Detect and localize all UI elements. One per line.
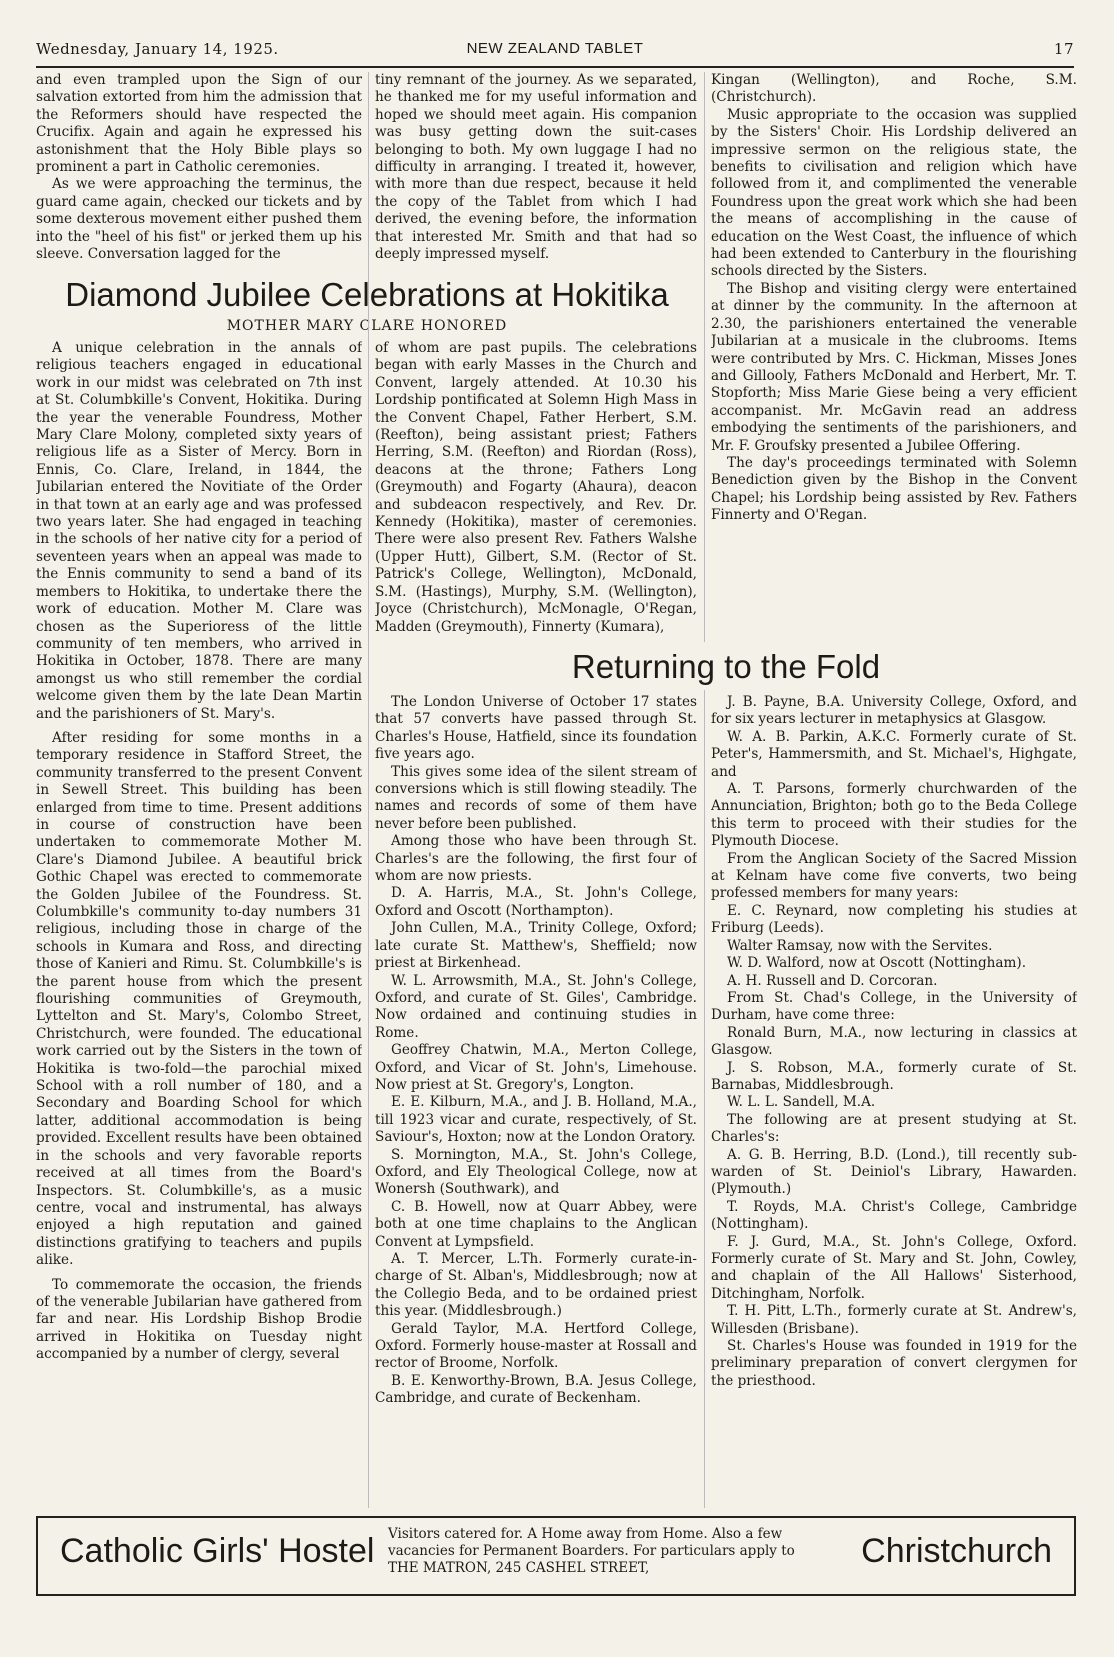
fold-paragraph: D. A. Harris, M.A., St. John's College, Oxford and Oscott (Northampton). [375,885,697,919]
column-divider [704,690,705,1508]
fold-paragraph: Gerald Taylor, M.A. Hertford College, Oxford. Formerly house-master at Rossall and rector of Broome, Norfolk. [375,1320,697,1372]
fold-paragraph: Geoffrey Chatwin, M.A., Merton College, Oxford, and Vicar of St. John's, Limehouse. Now priest at St. Gregory's, Longton. [375,1042,697,1093]
publication-title: NEW ZEALAND TABLET [466,40,644,57]
fold-paragraph: S. Mornington, M.A., St. John's College, Oxford, and Ely Theological College, now at Wonersh (Southwark), and [375,1146,697,1198]
fold-paragraph: E. C. Reynard, now completing his studies at Friburg (Leeds). [711,902,1077,937]
jubilee-paragraph: A unique celebration in the annals of religious teachers engaged in educational work in our midst was celebrated on 7th inst at St. Columbkille's Convent, Hokitika. During the year the venerable Foundress, Mother Mary Clare Molony, completed sixty years of religious life as a Sister of Mercy. Born in Ennis, Co. Clare, Ireland, in 1844, the Jubilarian entered the Novitiate of the Order in that town at an early age and was professed two years later. She had engaged in teaching in the schools of her native city for a period of seventeen years when an appeal was made to the Ennis community to send a band of its members to Hokitika, to undertake there the work of education. Mother M. Clare was chosen as the Superioress of the little community of ten members, who arrived in Hokitika in October, 1878. There are many amongst us who still remember the cordial welcome given them by the late Dean Martin and the parishioners of St. Mary's. [36,340,362,722]
fold-paragraph: W. L. Arrowsmith, M.A., St. John's College, Oxford, and curate of St. Giles', Cambridge. Now ordained and continuing studies in Rome. [375,972,697,1041]
fold-paragraph: From the Anglican Society of the Sacred Mission at Kelnam have come five converts, two being professed members for many years: [711,850,1077,902]
jubilee-paragraph: After residing for some months in a temporary residence in Stafford Street, the community transferred to the present Convent in Sewell Street. This building has been enlarged from time to time. Present additions in course of construction have been undertaken to commemorate Mother M. Clare's Diamond Jubilee. A beautiful brick Gothic Chapel was erected to commemorate the Golden Jubilee of the Foundress. St. Columbkille's community to-day numbers 31 religious, including those in charge of the schools in Kumara and Ross, and directing those of Kanieri and Rimu. St. Columbkille's is the parent house from which the present flourishing communities of Greymouth, Lyttelton and St. Mary's, Colombo Street, Christchurch, were founded. The educational work carried out by the Sisters in the town of Hokitika is two-fold—the parochial mixed School with a roll number of 180, and a Secondary and Boarding School for which latter, additional accommodation is being provided. Excellent results have been obtained in the schools and very favorable reports received at all times from the Board's Inspectors. St. Columbkille's, as a music centre, vocal and instrumental, has always enjoyed a high reputation and gained distinctions gratifying to teachers and pupils alike. [36,729,362,1269]
jubilee-paragraph: Kingan (Wellington), and Roche, S.M. (Christchurch). [711,72,1077,106]
fold-paragraph: J. S. Robson, M.A., formerly curate of St. Barnabas, Middlesbrough. [711,1059,1077,1093]
fold-paragraph: A. H. Russell and D. Corcoran. [727,972,938,989]
column-divider [368,72,369,1508]
issue-date: Wednesday, January 14, 1925. [36,40,279,58]
header-rule [36,66,1074,68]
fold-paragraph: W. A. B. Parkin, A.K.C. Formerly curate of St. Peter's, Hammersmith, and St. Michael's, Highgate, and [711,728,1077,780]
fold-paragraph: A. G. B. Herring, B.D. (Lond.), till recently sub-warden of St. Deiniol's Library, Hawarden. (Plymouth.) [711,1146,1077,1198]
running-header [36,36,1074,66]
hostel-advertisement [36,1516,1076,1596]
fold-paragraph: St. Charles's House was founded in 1919 for the preliminary preparation of convert clergymen for the priesthood. [711,1338,1077,1389]
jubilee-paragraph: of whom are past pupils. The celebrations began with early Masses in the Church and Convent, largely attended. At 10.30 his Lordship pontificated at Solemn High Mass in the Convent Chapel, Father Herbert, S.M. (Reefton), being assistant priest; Fathers Herring, S.M. (Reefton) and Riordan (Ross), deacons at the throne; Fathers Long (Greymouth) and Fogarty (Ahaura), deacon and subdeacon respectively, and Rev. Dr. Kennedy (Hokitika), master of ceremonies. There were also present Rev. Fathers Walshe (Upper Hutt), Gilbert, S.M. (Rector of St. Patrick's College, Wellington), McDonald, S.M. (Hastings), Murphy, S.M. (Wellington), Joyce (Christchurch), McMonagle, O'Regan, Madden (Greymouth), Finnerty (Kumara), [375,340,697,635]
continuation-col-2 [375,72,697,272]
fold-paragraph: Ronald Burn, M.A., now lecturing in classics at Glasgow. [711,1024,1077,1059]
fold-paragraph: A. T. Mercer, L.Th. Formerly curate-in-charge of St. Alban's, Middlesbrough; now at the Collegio Beda, and to be ordained priest this year. (Middlesbrough.) [375,1251,697,1320]
jubilee-paragraph: The Bishop and visiting clergy were entertained at dinner by the community. In the afternoon at 2.30, the parishioners entertained the venerable Jubilarian at a musicale in the clubrooms. Items were contributed by Mrs. C. Hickman, Misses Jones and Gillooly, Fathers McDonald and Herbert, Mr. T. Stopforth; Miss Marie Giese being a very efficient accompanist. Mr. McGavin read an address embodying the sentiments of the parishioners, and Mr. F. Groufsky presented a Jubilee Offering. [711,280,1077,454]
fold-paragraph: The following are at present studying at St. Charles's: [711,1111,1077,1146]
fold-col-left [375,694,697,1508]
fold-col-right [711,694,1077,1508]
jubilee-col-1 [36,340,362,1508]
fold-paragraph: This gives some idea of the silent stream of conversions which is still flowing steadily. The names and records of some of them have never before been published. [375,763,697,832]
jubilee-col-2 [375,340,697,642]
jubilee-subheadline: MOTHER MARY CLARE HONORED [226,318,508,334]
continuation-col-1 [36,72,362,272]
fold-paragraph: John Cullen, M.A., Trinity College, Oxford; late curate St. Matthew's, Sheffield; now priest at Birkenhead. [375,920,697,972]
fold-paragraph: T. H. Pitt, L.Th., formerly curate at St. Andrew's, Willesden (Brisbane). [711,1303,1077,1337]
jubilee-headline: Diamond Jubilee Celebrations at Hokitika [65,276,669,313]
column-divider [704,72,705,642]
fold-paragraph: J. B. Payne, B.A. University College, Oxford, and for six years lecturer in metaphysics at Glasgow. [711,694,1077,728]
ad-city: Christchurch [861,1532,1052,1570]
jubilee-paragraph: To commemorate the occasion, the friends of the venerable Jubilarian have gathered from far and near. His Lordship Bishop Brodie arrived in Hokitika on Tuesday night accompanied by a number of clergy, several [36,1276,362,1363]
fold-paragraph: W. D. Walford, now at Oscott (Nottingham). [727,955,1027,972]
fold-paragraph: Among those who have been through St. Charles's are the following, the first four of whom are now priests. [375,833,697,885]
continuation-paragraph: As we were approaching the terminus, the guard came again, checked our tickets and by some dexterous movement either pushed them into the "heel of his fist" or jerked them up his sleeve. Conversation lagged for the [36,176,362,263]
fold-paragraph: C. B. Howell, now at Quarr Abbey, were both at one time chaplains to the Anglican Convent at Lympsfield. [375,1198,697,1250]
fold-paragraph: A. T. Parsons, formerly churchwarden of the Annunciation, Brighton; both go to the Beda College this term to proceed with their studies for the Plymouth Diocese. [711,781,1077,850]
fold-paragraph: F. J. Gurd, M.A., St. John's College, Oxford. Formerly curate of St. Mary and St. John, Cowley, and chaplain of the All Hallows' Sisterhood, Ditchingham, Norfolk. [711,1233,1077,1302]
fold-headline: Returning to the Fold [571,648,881,685]
fold-paragraph: B. E. Kenworthy-Brown, B.A. Jesus College, Cambridge, and curate of Beckenham. [375,1372,697,1407]
fold-paragraph: E. E. Kilburn, M.A., and J. B. Holland, M.A., till 1923 vicar and curate, respectively, of St. Saviour's, Hoxton; now at the London Oratory. [375,1094,697,1146]
fold-paragraph: From St. Chad's College, in the University of Durham, have come three: [711,989,1077,1024]
fold-paragraph: T. Royds, M.A. Christ's College, Cambridge (Nottingham). [711,1198,1077,1233]
ad-details: Visitors catered for. A Home away from Home. Also a few vacancies for Permanent Boarders. For particulars apply to THE MATRON, 245 CASHEL STREET, [388,1526,795,1576]
continuation-paragraph: tiny remnant of the journey. As we separated, he thanked me for my useful information and hoped we should meet again. His companion was busy getting down the suit-cases belonging to both. My own luggage I had no difficulty in arranging. I treated it, however, with more than due respect, because it held the copy of the Tablet from which I had derived, the evening before, the information that interested Mr. Smith and that had so deeply impressed myself. [375,72,697,263]
continuation-paragraph: and even trampled upon the Sign of our salvation extorted from him the admission that the Reformers should have respected the Crucifix. Again and again he expressed his astonishment that the Holy Bible plays so prominent a part in Catholic ceremonies. [36,72,362,176]
page-number: 17 [1053,40,1074,58]
jubilee-col-3 [711,72,1077,642]
fold-paragraph: W. L. L. Sandell, M.A. [727,1094,876,1111]
jubilee-paragraph: The day's proceedings terminated with Solemn Benediction given by the Bishop in the Convent Chapel; his Lordship being assisted by Rev. Fathers Finnerty and O'Regan. [711,454,1077,524]
jubilee-paragraph: Music appropriate to the occasion was supplied by the Sisters' Choir. His Lordship delivered an impressive sermon on the religious state, the benefits to civilisation and religion which have followed from it, and complimented the venerable Foundress upon the great work which she had been the means of accomplishing in the cause of education on the West Coast, the influence of which had been extended to Canterbury in the flourishing schools directed by the Sisters. [711,106,1077,280]
fold-paragraph: The London Universe of October 17 states that 57 converts have passed through St. Charles's House, Hatfield, since its foundation five years ago. [375,694,697,763]
ad-hostel-name: Catholic Girls' Hostel [60,1532,375,1570]
fold-paragraph: Walter Ramsay, now with the Servites. [727,937,993,954]
